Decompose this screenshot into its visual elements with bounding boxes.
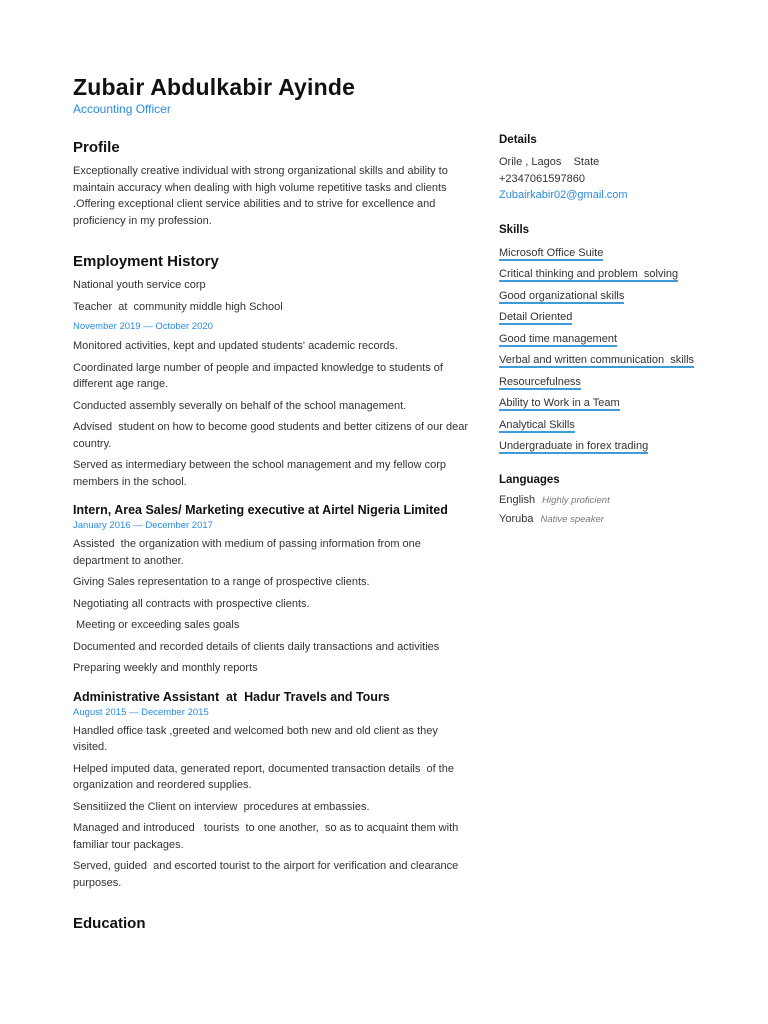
job-title-heading: Administrative Assistant at Hadur Travels and Tours (73, 689, 390, 704)
profile-heading: Profile (73, 139, 120, 156)
skill-item: Analytical Skills (499, 418, 575, 431)
candidate-name: Zubair Abdulkabir Ayinde (73, 74, 356, 100)
sidebar (499, 134, 699, 532)
job-duty: Monitored activities, kept and updated students' academic records. (73, 340, 398, 352)
job-entry-nysc (73, 277, 473, 490)
employment-heading: Employment History (73, 253, 219, 270)
language-item (499, 494, 699, 506)
job-dates: November 2019 — October 2020 (73, 321, 213, 332)
main-column (73, 139, 473, 932)
skill-item: Good time management (499, 332, 618, 345)
job-title: Accounting Officer (73, 102, 171, 116)
job-duty: Giving Sales representation to a range of prospective clients. (73, 576, 370, 588)
employment-section (73, 253, 473, 891)
language-item (499, 513, 699, 525)
job-duty: Helped imputed data, generated report, documented transaction details of the organization and reordered supplies. (73, 762, 458, 791)
job-employer: National youth service corp (73, 279, 206, 291)
job-duty: Assisted the organization with medium of passing information from one department to another. (73, 538, 424, 567)
skill-item: Resourcefulness (499, 375, 581, 388)
job-duty: Meeting or exceeding sales goals (73, 619, 240, 631)
skill-item: Detail Oriented (499, 311, 573, 323)
language-name: English (499, 493, 536, 506)
language-level: Highly proficient (542, 494, 610, 506)
job-duty: Advised student on how to become good students and better citizens of our dear country. (73, 421, 472, 450)
language-level: Native speaker (540, 513, 604, 525)
job-duty: Preparing weekly and monthly reports (73, 662, 258, 674)
job-duty: Conducted assembly severally on behalf of the school management. (73, 399, 407, 412)
job-position: Teacher at community middle high School (73, 300, 283, 313)
languages-heading: Languages (499, 473, 560, 486)
job-dates: August 2015 — December 2015 (73, 706, 209, 718)
skill-item: Good organizational skills (499, 289, 625, 302)
education-section (73, 915, 473, 932)
skill-item: Critical thinking and problem solving (499, 268, 679, 280)
skill-item: Microsoft Office Suite (499, 246, 604, 259)
skills-heading: Skills (499, 223, 530, 236)
skill-item: Undergraduate in forex trading (499, 440, 649, 452)
job-duty: Negotiating all contracts with prospective clients. (73, 597, 310, 610)
profile-text: Exceptionally creative individual with strong organizational skills and ability to maintain accuracy when dealing with high volume repetitive tasks and clients .Offering exceptional client service abilities and to strive for excellence and proficiency in my profession. (73, 165, 448, 227)
education-heading: Education (73, 915, 146, 932)
details-section (499, 134, 699, 204)
skill-item: Verbal and written communication skills (499, 354, 695, 366)
job-duty: Managed and introduced tourists to one another, so as to acquaint them with familiar tour packages. (73, 822, 462, 851)
phone-text: +2347061597860 (499, 172, 585, 185)
languages-section (499, 474, 699, 525)
job-dates: January 2016 — December 2017 (73, 520, 213, 531)
skill-item: Ability to Work in a Team (499, 397, 620, 409)
language-name: Yoruba (499, 512, 534, 525)
address-text: Orile , Lagos State (499, 156, 600, 168)
details-heading: Details (499, 134, 537, 146)
job-entry-hadur (73, 690, 473, 892)
job-duty: Served as intermediary between the school management and my fellow corp members in the school. (73, 459, 446, 488)
profile-section (73, 139, 473, 229)
job-duty: Coordinated large number of people and impacted knowledge to students of different age range. (73, 361, 443, 390)
job-title-heading: Intern, Area Sales/ Marketing executive at Airtel Nigeria Limited (73, 503, 448, 517)
email-link[interactable]: Zubairkabir02@gmail.com (499, 189, 628, 201)
job-duty: Sensitiized the Client on interview procedures at embassies. (73, 800, 370, 813)
job-entry-airtel (73, 503, 473, 677)
skills-section (499, 224, 699, 455)
job-duty: Served, guided and escorted tourist to the airport for verification and clearance purposes. (73, 860, 462, 889)
job-duty: Handled office task ,greeted and welcomed both new and old client as they visited. (73, 724, 438, 753)
job-duty: Documented and recorded details of clients daily transactions and activities (73, 640, 440, 653)
